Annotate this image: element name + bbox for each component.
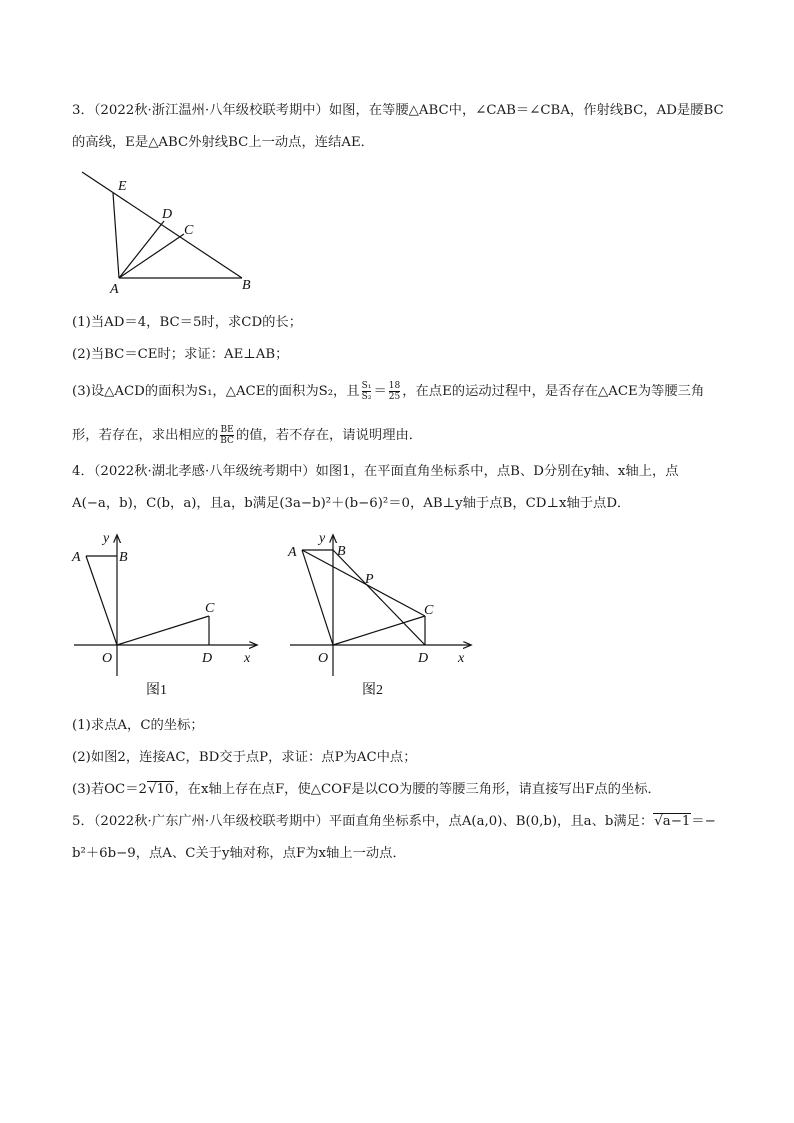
ray-bc	[82, 172, 242, 278]
problem4-line1: 4．（2022秋·湖北孝感·八年级统考期中）如图1，在平面直角坐标系中，点B、D分别在y轴、x轴上，点	[72, 464, 679, 479]
problem3-q3-line1	[72, 381, 732, 402]
problem3-line2: 的高线，E是△ABC外射线BC上一动点，连结AE．	[72, 135, 374, 150]
label-x: x	[458, 651, 465, 666]
equals-sign: ＝	[373, 384, 387, 399]
segment-ad	[119, 221, 164, 278]
problem4-q3	[72, 780, 732, 800]
label-c: C	[424, 603, 434, 618]
label-o: O	[318, 651, 329, 666]
label-a: A	[110, 282, 119, 297]
figure2-caption: 图2	[362, 683, 383, 698]
q3-line2-pre: 形，若存在，求出相应的	[72, 428, 219, 443]
problem4-figure1	[66, 528, 266, 703]
problem3-line1: 3．（2022秋·浙江温州·八年级校联考期中）如图，在等腰△ABC中，∠CAB＝∠CBA，作射线BC，AD是腰BC	[72, 103, 724, 118]
problem5-line1	[72, 812, 732, 832]
label-c: C	[184, 223, 194, 238]
problem5-line2: b²＋6b−9，点A、C关于y轴对称，点F为x轴上一动点．	[72, 846, 406, 861]
problem4-q2: (2)如图2，连接AC，BD交于点P，求证：点P为AC中点；	[72, 750, 417, 765]
label-a: A	[288, 545, 297, 560]
problem4-line2: A(−a，b)，C(b，a)，且a，b满足(3a−b)²＋(b−6)²＝0，AB⊥y轴于点B，CD⊥x轴于点D．	[72, 496, 631, 511]
q3-pre: (3)若OC＝2	[72, 782, 147, 797]
ratio-value-fraction: $\frac{18}{25}$	[388, 381, 401, 402]
p5-post: ＝−	[691, 814, 716, 829]
label-e: E	[118, 179, 127, 194]
q3-text-post: ，在点E的运动过程中，是否存在△ACE为等腰三角	[402, 384, 705, 399]
problem3-q2: (2)当BC＝CE时；求证：AE⊥AB；	[72, 347, 289, 362]
label-y: y	[319, 531, 326, 546]
label-b: B	[119, 550, 128, 565]
sqrt-10: √10	[147, 782, 174, 797]
label-o: O	[102, 651, 113, 666]
sqrt-a-minus-1: √a−1	[654, 814, 691, 829]
figure1-caption: 图1	[146, 683, 167, 698]
segment-ae	[113, 193, 119, 278]
label-d: D	[162, 207, 173, 222]
q3-text-pre: (3)设△ACD的面积为S₁，△ACE的面积为S₂，且	[72, 384, 360, 399]
label-b: B	[337, 544, 346, 559]
label-d: D	[202, 651, 213, 666]
problem3-figure	[76, 168, 266, 298]
problem4-q1: (1)求点A，C的坐标；	[72, 718, 204, 733]
segment-ac	[119, 234, 184, 278]
segment-oc	[117, 616, 209, 645]
label-x: x	[244, 651, 251, 666]
s-ratio-fraction: $\frac{\text{S₁}}{\text{S₂}}$	[361, 381, 372, 402]
label-p: P	[365, 572, 374, 587]
label-a: A	[72, 550, 81, 565]
label-d: D	[418, 651, 429, 666]
be-bc-fraction: $\frac{BE}{BC}$	[220, 425, 234, 446]
problem3-q3-line2	[72, 425, 732, 446]
segment-ao	[86, 556, 117, 645]
label-y: y	[103, 531, 110, 546]
label-c: C	[205, 601, 215, 616]
q3-post: ，在x轴上存在点F，使△COF是以CO为腰的等腰三角形，请直接写出F点的坐标．	[174, 782, 661, 797]
q3-line2-post: 的值，若不存在，请说明理由．	[235, 428, 423, 443]
problem3-q1: (1)当AD＝4，BC＝5时，求CD的长；	[72, 315, 303, 330]
problem4-figure2	[282, 528, 482, 703]
p5-pre: 5．（2022秋·广东广州·八年级校联考期中）平面直角坐标系中，点A(a,0)、B(0,b)，且a、b满足：	[72, 814, 654, 829]
label-b: B	[242, 278, 251, 293]
